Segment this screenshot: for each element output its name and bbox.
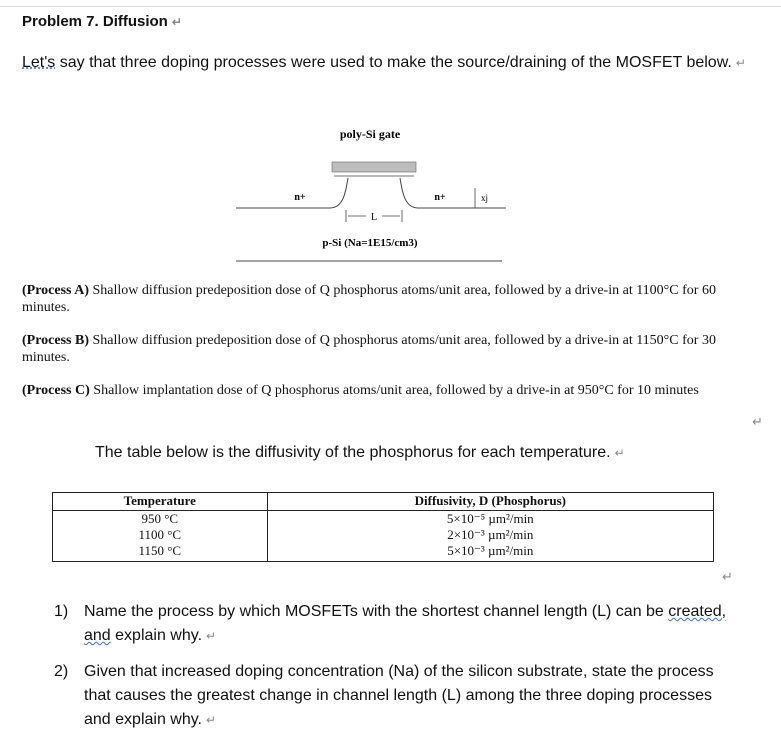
diffusivity-950: 5×10⁻⁵ µm²/min [446, 511, 534, 526]
process-b-tag: (Process B) [22, 333, 89, 348]
paragraph-mark-icon: ↵ [722, 569, 733, 584]
paragraph-mark-icon: ↵ [735, 56, 746, 70]
question-1-underlined: created, and [84, 603, 727, 644]
mosfet-diagram [230, 118, 520, 268]
paragraph-mark-icon: ↵ [752, 414, 763, 429]
process-c-text: Shallow implantation dose of Q phosphorus atoms/unit area, followed by a drive-in at 950°C for 10 minutes [89, 383, 699, 398]
question-list [54, 600, 734, 744]
page-top-border [0, 0, 781, 7]
temperature-1100: 1100 °C [138, 527, 182, 542]
question-1 [54, 600, 734, 648]
paragraph-mark-icon: ↵ [614, 446, 625, 460]
process-c [22, 382, 732, 399]
process-b-text: Shallow diffusion predeposition dose of Q phosphorus atoms/unit area, followed by a drive-in at 1150°C for 30 minutes. [22, 333, 716, 365]
question-number: 1) [54, 603, 69, 620]
question-number: 2) [54, 663, 69, 680]
xj-label: xj [481, 193, 489, 203]
channel-label: L [370, 212, 378, 223]
process-a-tag: (Process A) [22, 283, 89, 298]
diffusivity-table [52, 492, 714, 562]
temperature-1150: 1150 °C [138, 543, 182, 558]
process-b [22, 332, 732, 366]
paragraph-mark-icon: ↵ [206, 713, 217, 727]
temperature-cell [53, 511, 268, 562]
temperature-950: 950 °C [141, 511, 179, 526]
paragraph-mark-icon: ↵ [206, 629, 217, 643]
problem-title: Problem 7. Diffusion ↵ [22, 13, 182, 30]
diffusivity-1150: 5×10⁻³ µm²/min [447, 543, 534, 558]
junction-curves [236, 178, 506, 208]
intro-first-word: Let's [22, 54, 56, 71]
gate-label: poly-Si gate [339, 127, 401, 141]
table-header-row [53, 493, 714, 511]
diffusivity-cell [267, 511, 713, 562]
process-c-tag: (Process C) [22, 383, 90, 398]
paragraph-mark-icon: ↵ [171, 15, 182, 29]
right-nplus: n+ [434, 192, 446, 203]
question-text: Name the process by which MOSFETs with the shortest channel length (L) can be created, and explain why. ↵ [84, 603, 727, 644]
process-a [22, 282, 732, 316]
diffusivity-1100: 2×10⁻³ µm²/min [447, 527, 534, 542]
table-intro: The table below is the diffusivity of the phosphorus for each temperature. ↵ [95, 444, 625, 461]
left-nplus: n+ [294, 192, 306, 203]
substrate-label: p-Si (Na=1E15/cm3) [322, 237, 418, 249]
diffusivity-header: Diffusivity, D (Phosphorus) [267, 493, 713, 511]
intro-paragraph [22, 51, 762, 75]
process-a-text: Shallow diffusion predeposition dose of Q phosphorus atoms/unit area, followed by a drive-in at 1100°C for 60 minutes. [22, 283, 716, 315]
table-row [53, 511, 714, 562]
question-text: Given that increased doping concentration (Na) of the silicon substrate, state the process that causes the greatest change in channel length (L) among the three doping processes and explain why. ↵ [84, 663, 714, 728]
question-2 [54, 660, 734, 732]
gate-rect [332, 162, 416, 172]
temperature-header: Temperature [53, 493, 268, 511]
intro-text: say that three doping processes were used to make the source/draining of the MOSFET below. [55, 54, 732, 71]
